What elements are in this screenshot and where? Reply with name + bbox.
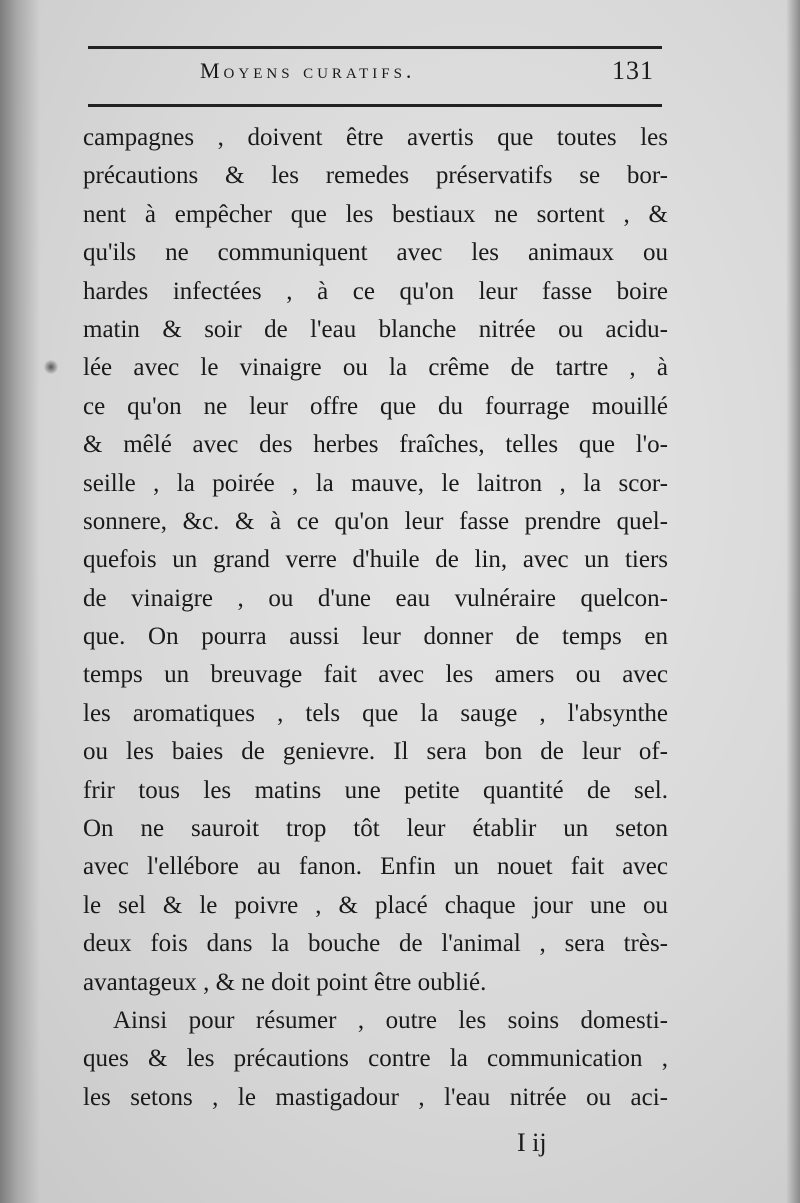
text-line: deux fois dans la bouche de l'animal , sera très- [83,930,668,958]
running-head: Moyens curatifs. [200,58,416,83]
body-text [83,119,668,1117]
page-edge-shadow [786,0,800,1203]
text-line: temps un breuvage fait avec les amers ou avec [83,661,668,689]
text-line: matin & soir de l'eau blanche nitrée ou acidu- [83,315,668,343]
text-line: lée avec le vinaigre ou la crême de tartre , à [83,354,668,382]
text-line: avec l'ellébore au fanon. Enfin un nouet fait avec [83,853,668,881]
text-line: qu'ils ne communiquent avec les animaux ou [83,239,668,267]
text-line: que. On pourra aussi leur donner de temps en [83,623,668,651]
text-line: ce qu'on ne leur offre que du fourrage mouillé [83,392,668,420]
text-line: nent à empêcher que les bestiaux ne sortent , & [83,200,668,228]
text-line: frir tous les matins une petite quantité de sel. [83,776,668,804]
text-line: les setons , le mastigadour , l'eau nitrée ou aci- [83,1083,668,1111]
text-line: précautions & les remedes préservatifs se bor- [83,162,668,190]
text-line: avantageux , & ne doit point être oublié. [83,968,487,996]
text-line: sonnere, &c. & à ce qu'on leur fasse prendre quel- [83,507,668,535]
text-line: le sel & le poivre , & placé chaque jour une ou [83,891,668,919]
text-line: campagnes , doivent être avertis que toutes les [83,124,668,151]
text-line: ou les baies de genievre. Il sera bon de leur of- [83,738,668,766]
page-number: 131 [612,56,654,85]
text-line: quefois un grand verre d'huile de lin, avec un tiers [83,546,668,574]
ink-stain [44,360,58,374]
text-line: ques & les précautions contre la communication , [83,1045,668,1073]
header-rule-top [88,46,662,49]
text-line: & mêlé avec des herbes fraîches, telles que l'o- [83,431,668,459]
page-gutter-shadow [0,0,40,1203]
text-line: les aromatiques , tels que la sauge , l'absynthe [83,699,668,727]
signature-mark: I ij [517,1128,547,1157]
text-line: de vinaigre , ou d'une eau vulnéraire quelcon- [83,584,668,612]
header-rule-bottom [88,104,662,107]
text-line: seille , la poirée , la mauve, le laitron , la scor- [83,469,668,497]
text-line: Ainsi pour résumer , outre les soins domesti- [113,1006,668,1034]
text-line: hardes infectées , à ce qu'on leur fasse boire [83,277,668,305]
text-line: On ne sauroit trop tôt leur établir un seton [83,815,668,843]
